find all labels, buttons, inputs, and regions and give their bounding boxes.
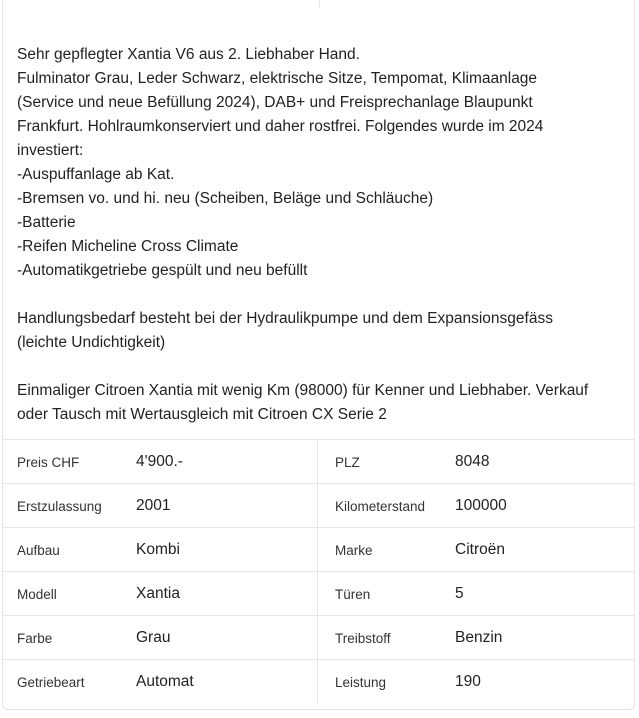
spec-cell-registration [2,484,317,528]
spec-cell-plz [317,440,635,484]
spec-cell-model [2,572,317,616]
spec-value-fuel: Benzin [455,629,503,646]
spec-cell-color [2,616,317,660]
spec-label-brand: Marke [335,542,373,558]
description-spacer [17,283,623,307]
spec-row-body [2,527,635,571]
description-line: -Automatikgetriebe gespült und neu befüllt [17,262,308,279]
spec-row-registration [2,483,635,527]
spec-value-power: 190 [455,673,481,690]
spec-cell-doors [317,572,635,616]
spec-label-plz: PLZ [335,454,360,470]
spec-value-registration: 2001 [136,497,171,514]
specs-table [2,439,635,703]
spec-row-transmission [2,659,635,703]
description-line: -Reifen Micheline Cross Climate [17,238,239,255]
spec-cell-price [2,440,317,484]
description-line: Einmaliger Citroen Xantia mit wenig Km (98000) für Kenner und Liebhaber. Verkauf [17,382,589,399]
spec-label-color: Farbe [17,630,53,646]
description-line: Frankfurt. Hohlraumkonserviert und daher rostfrei. Folgendes wurde im 2024 [17,118,544,135]
description-line: -Batterie [17,214,76,231]
spec-value-brand: Citroën [455,541,505,558]
description-line: Handlungsbedarf besteht bei der Hydraulikpumpe und dem Expansionsgefäss [17,310,553,327]
spec-cell-mileage [317,484,635,528]
description-line: oder Tausch mit Wertausgleich mit Citroen CX Serie 2 [17,406,387,423]
spec-label-body: Aufbau [17,542,60,558]
spec-cell-brand [317,528,635,572]
spec-value-transmission: Automat [136,673,194,690]
description-line: Fulminator Grau, Leder Schwarz, elektrische Sitze, Tempomat, Klimaanlage [17,70,538,87]
spec-label-model: Modell [17,586,57,602]
description-line: (Service und neue Befüllung 2024), DAB+ und Freisprechanlage Blaupunkt [17,94,533,111]
description-line: Sehr gepflegter Xantia V6 aus 2. Liebhaber Hand. [17,46,360,63]
spec-value-model: Xantia [136,585,180,602]
description-line: (leichte Undichtigkeit) [17,334,166,351]
spec-cell-transmission [2,660,317,704]
spec-value-doors: 5 [455,585,464,602]
spec-label-transmission: Getriebeart [17,674,85,690]
spec-label-fuel: Treibstoff [335,630,391,646]
spec-value-plz: 8048 [455,453,490,470]
spec-value-mileage: 100000 [455,497,507,514]
spec-cell-fuel [317,616,635,660]
top-divider [319,0,320,7]
spec-cell-body [2,528,317,572]
spec-label-mileage: Kilometerstand [335,498,426,514]
spec-label-doors: Türen [335,586,371,602]
spec-label-power: Leistung [335,674,387,690]
listing-description [17,43,623,427]
spec-label-registration: Erstzulassung [17,498,102,514]
spec-value-color: Grau [136,629,171,646]
spec-row-model [2,571,635,615]
spec-value-body: Kombi [136,541,180,558]
spec-cell-power [317,660,635,704]
description-line: investiert: [17,142,84,159]
spec-row-price [2,439,635,483]
description-spacer [17,355,623,379]
description-line: -Bremsen vo. und hi. neu (Scheiben, Beläge und Schläuche) [17,190,434,207]
spec-label-price: Preis CHF [17,454,80,470]
spec-row-color [2,615,635,659]
description-line: -Auspuffanlage ab Kat. [17,166,175,183]
spec-value-price: 4'900.- [136,453,183,470]
